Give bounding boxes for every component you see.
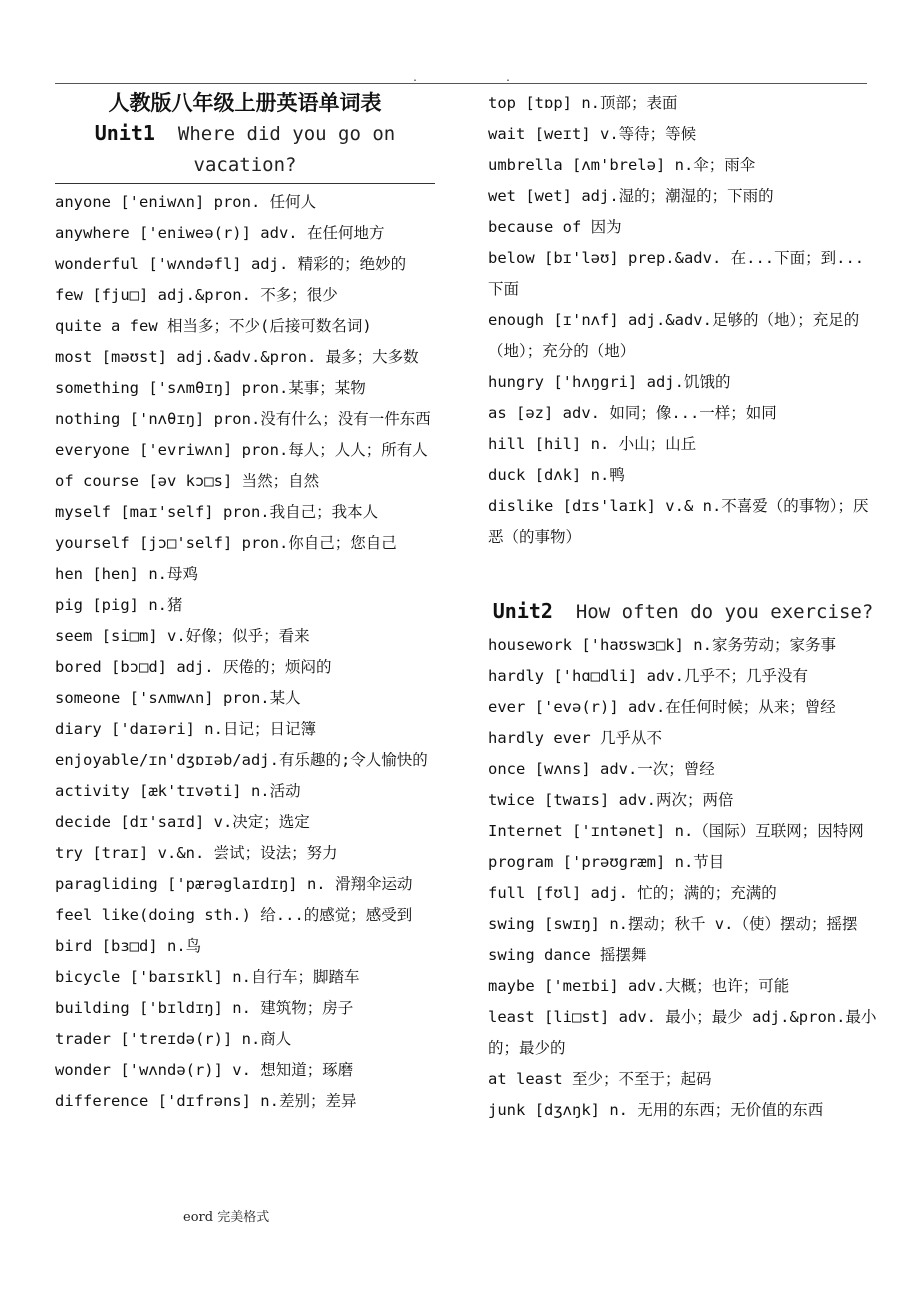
vocab-entry: everyone ['evriwʌn] pron.每人；人人；所有人 [55, 441, 428, 459]
vocab-entry: swing dance 摇摆舞 [488, 946, 647, 964]
vocab-entry: trader ['treɪdə(r)] n.商人 [55, 1030, 292, 1048]
document-title: 人教版八年级上册英语单词表 [108, 90, 382, 115]
vocab-entry: quite a few 相当多；不少(后接可数名词) [55, 317, 372, 335]
vocab-entry: maybe ['meɪbi] adv.大概；也许；可能 [488, 977, 790, 995]
vocab-entry: twice [twaɪs] adv.两次；两倍 [488, 791, 734, 809]
vocab-entry: full [fʊl] adj. 忙的；满的；充满的 [488, 884, 777, 902]
vocab-entry: because of 因为 [488, 218, 622, 236]
left-column [55, 88, 435, 1117]
unit1-heading [55, 118, 435, 181]
vocab-entry: try [traɪ] v.&n. 尝试；设法；努力 [55, 844, 338, 862]
vocab-entry: junk [dʒʌŋk] n. 无用的东西；无价值的东西 [488, 1101, 824, 1119]
vocab-entry: swing [swɪŋ] n.摆动；秋千 v.（使）摆动；摇摆 [488, 915, 858, 933]
vocab-entry: bird [bɜ□d] n.鸟 [55, 937, 202, 955]
vocab-entry: building ['bɪldɪŋ] n. 建筑物；房子 [55, 999, 354, 1017]
vocab-entry: hungry ['hʌŋgri] adj.饥饿的 [488, 373, 731, 391]
vocab-entry: at least 至少；不至于；起码 [488, 1070, 712, 1088]
vocab-entry: paragliding ['pærəglaɪdɪŋ] n. 滑翔伞运动 [55, 875, 413, 893]
spacer [488, 553, 878, 584]
vocab-entry: enough [ɪ'nʌf] adj.&adv.足够的（地）；充足的（地）；充分的（地） [488, 311, 860, 360]
vocab-entry: wet [wet] adj.湿的；潮湿的；下雨的 [488, 187, 774, 205]
vocab-entry: hen [hen] n.母鸡 [55, 565, 198, 583]
vocab-entry: hardly ['hɑ□dli] adv.几乎不；几乎没有 [488, 667, 808, 685]
vocab-entry: wonder ['wʌndə(r)] v. 想知道；琢磨 [55, 1061, 354, 1079]
vocab-entry: least [li□st] adv. 最小；最少 adj.&pron.最小的；最少的 [488, 1008, 877, 1057]
footer-text: eord 完美格式 [183, 1210, 270, 1225]
vocab-entry: someone ['sʌmwʌn] pron.某人 [55, 689, 301, 707]
unit1-heading-rule [55, 183, 435, 184]
vocab-entry: ever ['evə(r)] adv.在任何时候；从来；曾经 [488, 698, 836, 716]
vocab-entry: umbrella [ʌm'brelə] n.伞；雨伞 [488, 156, 756, 174]
vocab-entry: below [bɪ'ləʊ] prep.&adv. 在...下面；到...下面 [488, 249, 865, 298]
vocab-entry: yourself [jɔ□'self] pron.你自己；您自己 [55, 534, 397, 552]
vocab-entry: duck [dʌk] n.鸭 [488, 466, 625, 484]
vocab-entry: as [əz] adv. 如同；像...一样；如同 [488, 404, 777, 422]
vocab-entry: enjoyable/ɪn'dʒɒɪəb/adj.有乐趣的;令人愉快的 [55, 751, 428, 769]
vocab-entry: once [wʌns] adv.一次；曾经 [488, 760, 715, 778]
unit2-question: How often do you exercise? [575, 601, 874, 623]
right-column [488, 88, 878, 1126]
vocab-entry: seem [si□m] v.好像；似乎；看来 [55, 627, 310, 645]
left-word-list [55, 187, 435, 1117]
vocab-entry: nothing ['nʌθɪŋ] pron.没有什么；没有一件东西 [55, 410, 431, 428]
unit2-word-list [488, 630, 878, 1126]
vocab-entry: myself [maɪ'self] pron.我自己；我本人 [55, 503, 379, 521]
vocab-entry: housework ['haʊswɜ□k] n.家务劳动；家务事 [488, 636, 836, 654]
vocab-entry: bicycle ['baɪsɪkl] n.自行车；脚踏车 [55, 968, 360, 986]
unit1-question: Where did you go on vacation? [177, 123, 396, 176]
vocab-entry: diary ['daɪəri] n.日记；日记簿 [55, 720, 316, 738]
vocab-entry: Internet ['ɪntənet] n.（国际）互联网；因特网 [488, 822, 864, 840]
vocab-entry: wonderful ['wʌndəfl] adj. 精彩的；绝妙的 [55, 255, 407, 273]
vocab-entry: top [tɒp] n.顶部；表面 [488, 94, 678, 112]
vocab-entry: pig [pig] n.猪 [55, 596, 183, 614]
vocab-entry: of course [əv kɔ□s] 当然；自然 [55, 472, 320, 490]
vocab-entry: feel like(doing sth.) 给...的感觉；感受到 [55, 906, 413, 924]
vocab-entry: dislike [dɪs'laɪk] v.& n.不喜爱（的事物）；厌恶（的事物） [488, 497, 869, 546]
unit1-word-list-continued [488, 88, 878, 553]
vocab-entry: difference ['dɪfrəns] n.差别；差异 [55, 1092, 357, 1110]
vocab-entry: bored [bɔ□d] adj. 厌倦的；烦闷的 [55, 658, 332, 676]
header-dot-right: . [505, 73, 512, 84]
unit2-label: Unit2 [492, 599, 553, 623]
vocab-entry: hardly ever 几乎从不 [488, 729, 662, 747]
vocab-entry: anyone ['eniwʌn] pron. 任何人 [55, 193, 317, 211]
vocab-entry: program ['prəʊgræm] n.节目 [488, 853, 725, 871]
header-rule [55, 83, 867, 84]
unit1-label: Unit1 [94, 121, 155, 145]
vocab-entry: decide [dɪ'saɪd] v.决定；选定 [55, 813, 310, 831]
vocab-entry: most [məʊst] adj.&adv.&pron. 最多；大多数 [55, 348, 419, 366]
vocab-entry: hill [hil] n. 小山；山丘 [488, 435, 697, 453]
header-dot-left: . [412, 73, 419, 84]
vocab-entry: wait [weɪt] v.等待；等候 [488, 125, 697, 143]
vocab-entry: anywhere ['eniweə(r)] adv. 在任何地方 [55, 224, 385, 242]
vocab-entry: few [fju□] adj.&pron. 不多；很少 [55, 286, 338, 304]
vocab-entry: something ['sʌmθɪŋ] pron.某事；某物 [55, 379, 366, 397]
vocab-entry: activity [æk'tɪvəti] n.活动 [55, 782, 301, 800]
unit2-heading [488, 596, 878, 628]
